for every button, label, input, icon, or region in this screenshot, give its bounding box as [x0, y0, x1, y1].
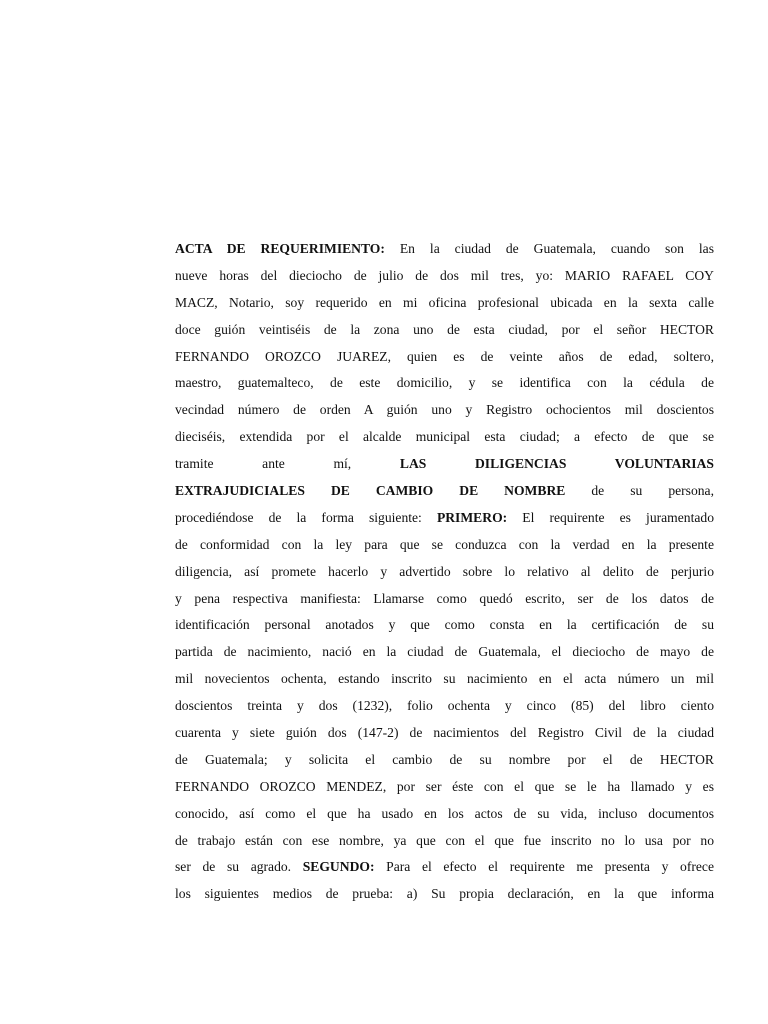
- body-text: y pena respectiva manifiesta: Llamarse como quedó escrito, ser de los datos de: [175, 590, 714, 606]
- text-line: [175, 881, 714, 908]
- bold-heading-text: LAS DILIGENCIAS VOLUNTARIAS: [399, 456, 714, 472]
- text-line: [175, 854, 714, 881]
- body-text: En la ciudad de Guatemala, cuando son las: [384, 241, 714, 256]
- document-body: [175, 236, 714, 908]
- body-text: FERNANDO OROZCO MENDEZ, por ser éste con el que se le ha llamado y es: [175, 778, 714, 794]
- body-text: cuarenta y siete guión dos (147-2) de nacimientos del Registro Civil de la ciudad: [175, 725, 714, 741]
- text-line: [175, 505, 714, 532]
- text-line: [175, 720, 714, 747]
- text-line: [175, 774, 714, 801]
- text-line: [175, 424, 714, 451]
- text-line: [175, 693, 714, 720]
- text-line: [175, 801, 714, 828]
- text-line: [175, 666, 714, 693]
- body-text: partida de nacimiento, nació en la ciudad de Guatemala, el dieciocho de mayo de: [175, 644, 714, 660]
- body-text: Para el efecto el requirente me presenta y ofrece: [374, 859, 714, 875]
- body-text: ser de su agrado.: [175, 859, 303, 875]
- body-text: vecindad número de orden A guión uno y Registro ochocientos mil doscientos: [175, 402, 714, 418]
- text-line: [175, 747, 714, 774]
- body-text: de trabajo están con ese nombre, ya que con el que fue inscrito no lo usa por no: [175, 832, 714, 848]
- body-text: maestro, guatemalteco, de este domicilio, y se identifica con la cédula de: [175, 375, 714, 391]
- text-line: [175, 344, 714, 371]
- body-text: MACZ, Notario, soy requerido en mi oficina profesional ubicada en la sexta calle: [175, 294, 714, 310]
- bold-heading-text: SEGUNDO:: [302, 859, 375, 875]
- bold-heading-text: EXTRAJUDICIALES DE CAMBIO DE NOMBRE: [175, 483, 566, 499]
- text-line: [175, 612, 714, 639]
- body-text: identificación personal anotados y que como consta en la certificación de su: [175, 617, 714, 633]
- body-text: doscientos treinta y dos (1232), folio ochenta y cinco (85) del libro ciento: [175, 698, 714, 714]
- text-line: [175, 451, 714, 478]
- text-line: [175, 478, 714, 505]
- text-line: [175, 532, 714, 559]
- body-text: diligencia, así promete hacerlo y advertido sobre lo relativo al delito de perjurio: [175, 563, 714, 579]
- body-text: de conformidad con la ley para que se conduzca con la verdad en la presente: [175, 536, 714, 552]
- text-line: [175, 639, 714, 666]
- text-line: [175, 236, 714, 263]
- body-text: de Guatemala; y solicita el cambio de su nombre por el de HECTOR: [175, 751, 714, 767]
- text-line: [175, 317, 714, 344]
- body-text: FERNANDO OROZCO JUAREZ, quien es de veinte años de edad, soltero,: [175, 348, 714, 364]
- body-text: doce guión veintiséis de la zona uno de esta ciudad, por el señor HECTOR: [175, 321, 714, 337]
- body-text: nueve horas del dieciocho de julio de dos mil tres, yo: MARIO RAFAEL COY: [175, 267, 714, 283]
- body-text: dieciséis, extendida por el alcalde municipal esta ciudad; a efecto de que se: [175, 429, 714, 445]
- text-line: [175, 370, 714, 397]
- body-text: tramite ante mí,: [175, 456, 400, 472]
- text-line: [175, 397, 714, 424]
- bold-heading-text: ACTA DE REQUERIMIENTO:: [175, 241, 385, 256]
- text-line: [175, 586, 714, 613]
- body-text: de su persona,: [565, 483, 714, 499]
- text-line: [175, 559, 714, 586]
- text-line: [175, 828, 714, 855]
- body-text: El requirente es juramentado: [507, 509, 714, 525]
- body-text: procediéndose de la forma siguiente:: [175, 509, 437, 525]
- body-text: los siguientes medios de prueba: a) Su propia declaración, en la que informa: [175, 886, 714, 902]
- body-text: conocido, así como el que ha usado en los actos de su vida, incluso documentos: [175, 805, 714, 821]
- body-text: mil novecientos ochenta, estando inscrito su nacimiento en el acta número un mil: [175, 671, 714, 687]
- text-line: [175, 290, 714, 317]
- text-line: [175, 263, 714, 290]
- bold-heading-text: PRIMERO:: [436, 509, 508, 525]
